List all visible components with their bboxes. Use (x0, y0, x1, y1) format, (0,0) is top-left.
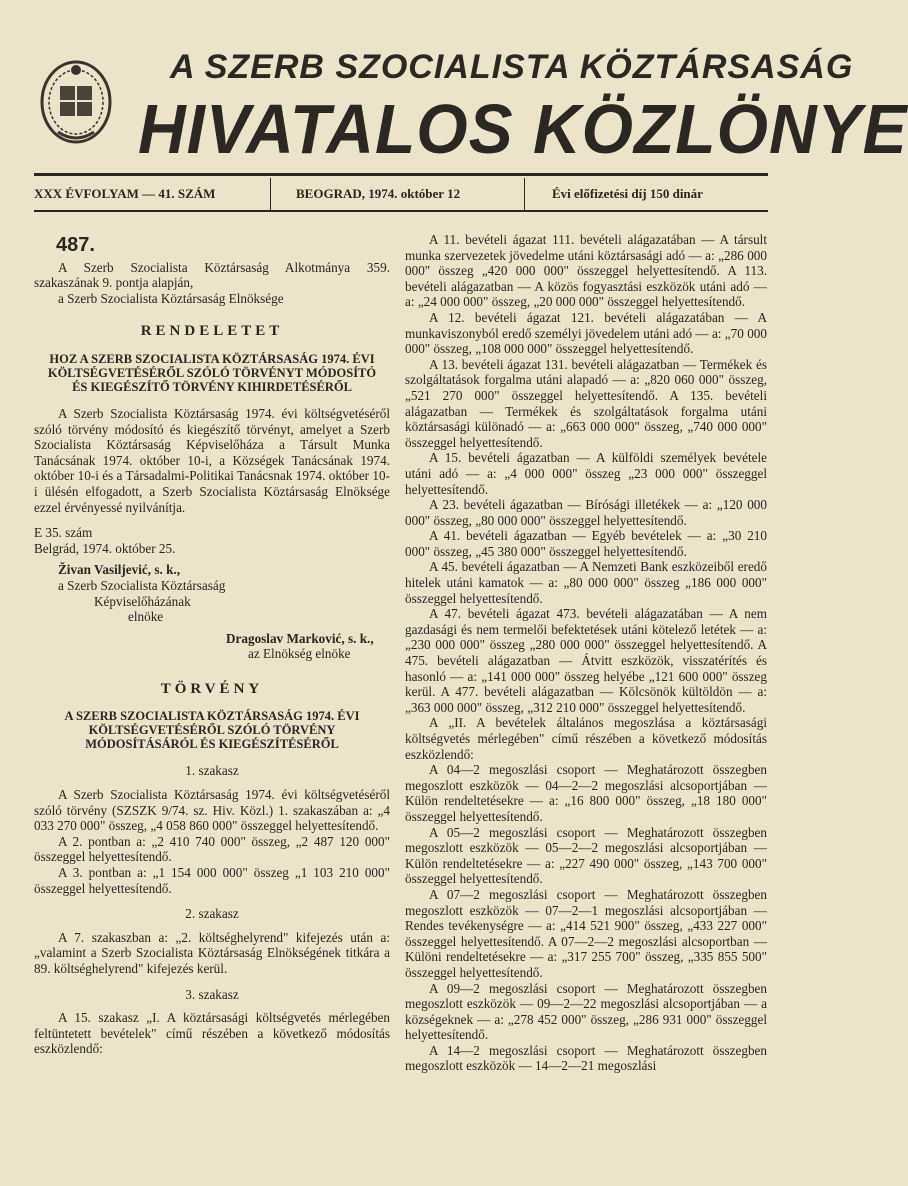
coat-of-arms-icon (38, 52, 114, 148)
signatory-title: Képviselőházának (94, 593, 191, 609)
paragraph: A 05—2 megoszlási csoport — Meghatározott összegben megoszlott eszközök — 05—2—2 megoszlási alcsoportjában — Külön rendeltetésekre — a: „227 490 000" összeg, „143 700 000" összeggel helyettesítendő. (405, 824, 767, 887)
section-paragraph: A Szerb Szocialista Köztársaság 1974. évi költségvetéséről szóló törvény (SZSZK 9/74. sz. Hiv. Közl.) 1. szakaszában a: „4 033 270 000" összeg, „4 058 860 000" összeggel helyettesítendő. (34, 787, 390, 834)
preamble-issuer: a Szerb Szocialista Köztársaság Elnöksége (58, 290, 284, 306)
paragraph: A „II. A bevételek általános megoszlása a köztársasági költségvetés mérlegében" című részében a következő módosítás eszközlendő: (405, 715, 767, 762)
decree-number: E 35. szám (34, 525, 93, 541)
decree-body: A Szerb Szocialista Köztársaság 1974. évi költségvetéséről szóló törvény módosító és kiegészítő törvényt, amelyet a Szerb Szocialista Köztársaság Képviselőháza a Társult Munka Tanácsának 1974. október 10-i, a Községek Tanácsának 1974. október 10-i és a Társadalmi-Politikai Tanácsnak 1974. október 10-i ülésén elfogadott, a Szerb Szocialista Köztársaság Elnöksége ezzel érvényessé nyilvánítja. (34, 405, 390, 515)
right-column (405, 232, 767, 1074)
document-number: 487. (56, 234, 95, 256)
paragraph: A 07—2 megoszlási csoport — Meghatározott összegben megoszlott eszközök — 07—2—1 megoszlási alcsoportjában — Rendes tevékenységre — a: „414 521 900" összeg, „433 227 000" összeggel helyettesítendő. A 07—2—2 megoszlási alcsoportban — Különi rendeltetésekre — a: „317 255 700" összeg, „335 855 500" összeggel helyettesítendő. (405, 886, 767, 980)
volume-number: XXX ÉVFOLYAM — 41. SZÁM (34, 186, 216, 201)
divider (524, 178, 525, 210)
section-paragraph: A 2. pontban a: „2 410 740 000" összeg, „2 487 120 000" összeggel helyettesítendő. (34, 833, 390, 865)
section-title: 3. szakasz (185, 986, 239, 1002)
decree-heading: RENDELETET (140, 323, 284, 340)
paragraph: A 23. bevételi ágazatban — Bírósági illetékek — a: „120 000 000" összeg, „80 000 000" összeggel helyettesítendő. (405, 497, 767, 528)
section-title: 2. szakasz (185, 906, 239, 922)
bottom-rule (34, 210, 768, 212)
law-heading: TÖRVÉNY (160, 680, 264, 697)
signatory-name: Dragoslav Marković, s. k., (226, 630, 374, 646)
decree-place-date: Belgrád, 1974. október 25. (34, 540, 176, 556)
divider (270, 178, 271, 210)
signatory-title: a Szerb Szocialista Köztársaság (58, 577, 226, 593)
signatory-title: az Elnökség elnöke (248, 646, 351, 662)
paragraph: A 41. bevételi ágazatban — Egyéb bevételek — a: „30 210 000" összeg, „45 380 000" összeggel helyettesítendő. (405, 528, 767, 559)
section-title: 1. szakasz (185, 763, 239, 779)
top-rule (34, 173, 768, 176)
law-subheading: A SZERB SZOCIALISTA KÖZTÁRSASÁG 1974. ÉVI KÖLTSÉGVETÉSÉRŐL SZÓLÓ TÖRVÉNY MÓDOSÍTÁSÁRÓL ÉS KIEGÉSZÍTÉSÉRŐL (64, 709, 360, 752)
paragraph: A 45. bevételi ágazatban — A Nemzeti Bank eszközeiből eredő hitelek utáni kamatok — a: „80 000 000" összeg „186 000 000" összeggel helyettesítendő. (405, 559, 767, 606)
paragraph: A 04—2 megoszlási csoport — Meghatározott összegben megoszlott eszközök — 04—2—2 megoszlási alcsoportjában — Külön rendeltetésekre — a: „16 800 000" összeg, „18 180 000" összeggel helyettesítendő. (405, 762, 767, 824)
issue-info-bar (34, 178, 768, 208)
masthead-title: HIVATALOS KÖZLÖNYE (138, 89, 908, 168)
section-paragraph: A 7. szakaszban a: „2. költséghelyrend" kifejezés után a: „valamint a Szerb Szocialista Köztársaság Elnökségének titkára a 89. költséghelyrend" kifejezés kerül. (34, 929, 390, 976)
section-paragraph: A 3. pontban a: „1 154 000 000" összeg „1 103 210 000" összeggel helyettesítendő. (34, 865, 390, 896)
signatory-title: elnöke (128, 609, 164, 625)
decree-subheading: HOZ A SZERB SZOCIALISTA KÖZTÁRSASÁG 1974. ÉVI KÖLTSÉGVETÉSÉRŐL SZÓLÓ TÖRVÉNYT MÓDOSÍTÓ ÉS KIEGÉSZÍTŐ TÖRVÉNY KIHIRDETÉSÉRŐL (47, 351, 377, 394)
left-column (34, 232, 390, 1057)
paragraph: A 12. bevételi ágazat 121. bevételi alágazatában — A munkaviszonyból eredő személyi jövedelem utáni adó — a: „70 000 000" összeg, „108 000 000" összeggel helyettesítendő. (405, 309, 767, 357)
masthead-subtitle: A SZERB SZOCIALISTA KÖZTÁRSASÁG (170, 48, 854, 86)
paragraph: A 14—2 megoszlási csoport — Meghatározott összegben megoszlott eszközök — 14—2—21 megoszlási (405, 1042, 767, 1074)
preamble: A Szerb Szocialista Köztársaság Alkotmánya 359. szakaszának 9. pontja alapján, (34, 259, 390, 291)
issue-place-date: BEOGRAD, 1974. október 12 (296, 186, 461, 201)
masthead (0, 0, 908, 172)
paragraph: A 15. bevételi ágazatban — A külföldi személyek bevétele utáni adó — a: „4 000 000" összeg „23 000 000" összeggel helyettesítendő. (405, 450, 767, 497)
signatory-name: Živan Vasiljević, s. k., (58, 562, 181, 578)
paragraph: A 13. bevételi ágazat 131. bevételi alágazatban — Termékek és szolgáltatások forgalma utáni alapadó — a: „820 060 000" összeg, „521 270 000" összeggel helyettesítendő. A 135. bevételi alágazatban — Termékek és szolgáltatások forgalma utáni köztársasági különadó — a: „663 000 000" összeg, „740 000 000" összeggel helyettesítendő. (405, 356, 767, 450)
section-paragraph: A 15. szakasz „I. A köztársasági költségvetés mérlegében feltüntetett bevételek" című részében a következő módosítás eszközlendő: (34, 1010, 390, 1057)
paragraph: A 47. bevételi ágazat 473. bevételi alágazatában — A nem gazdasági és nem termelői befektetések utáni kötelező letétek — a: „230 000 000" összeg „280 000 000" összeggel helyettesítendő. A 475. bevételi alágazatban — Átvitt eszközök, visszatérítés és hasonló — a: „141 000 000" összeg helyébe „121 600 000" összeg kerül. A 477. bevételi alágazatban — Kölcsönök kültöldön — a: „363 000 000" összeg, „312 210 000" összeggel helyettesítendő. (405, 606, 767, 715)
paragraph: A 11. bevételi ágazat 111. bevételi alágazatában — A társult munka szervezetek jövedelme utáni köztársasági adó — a: „286 000 000" összeg „420 000 000" összeggel helyettesítendő. A 113. bevételi alágazatban — A közös fogyasztási eszközök utáni adó — a: „24 000 000" összeg, „20 000 000" összeggel helyettesítendő. (405, 232, 767, 310)
paragraph: A 09—2 megoszlási csoport — Meghatározott összegben megoszlott eszközök — 09—2—22 megoszlási alcsoportjában — a községeknek — a: „278 452 000" összeg, „286 931 000" összeggel helyettesítendő. (405, 980, 767, 1043)
subscription-price: Évi előfizetési díj 150 dinár (552, 186, 703, 201)
